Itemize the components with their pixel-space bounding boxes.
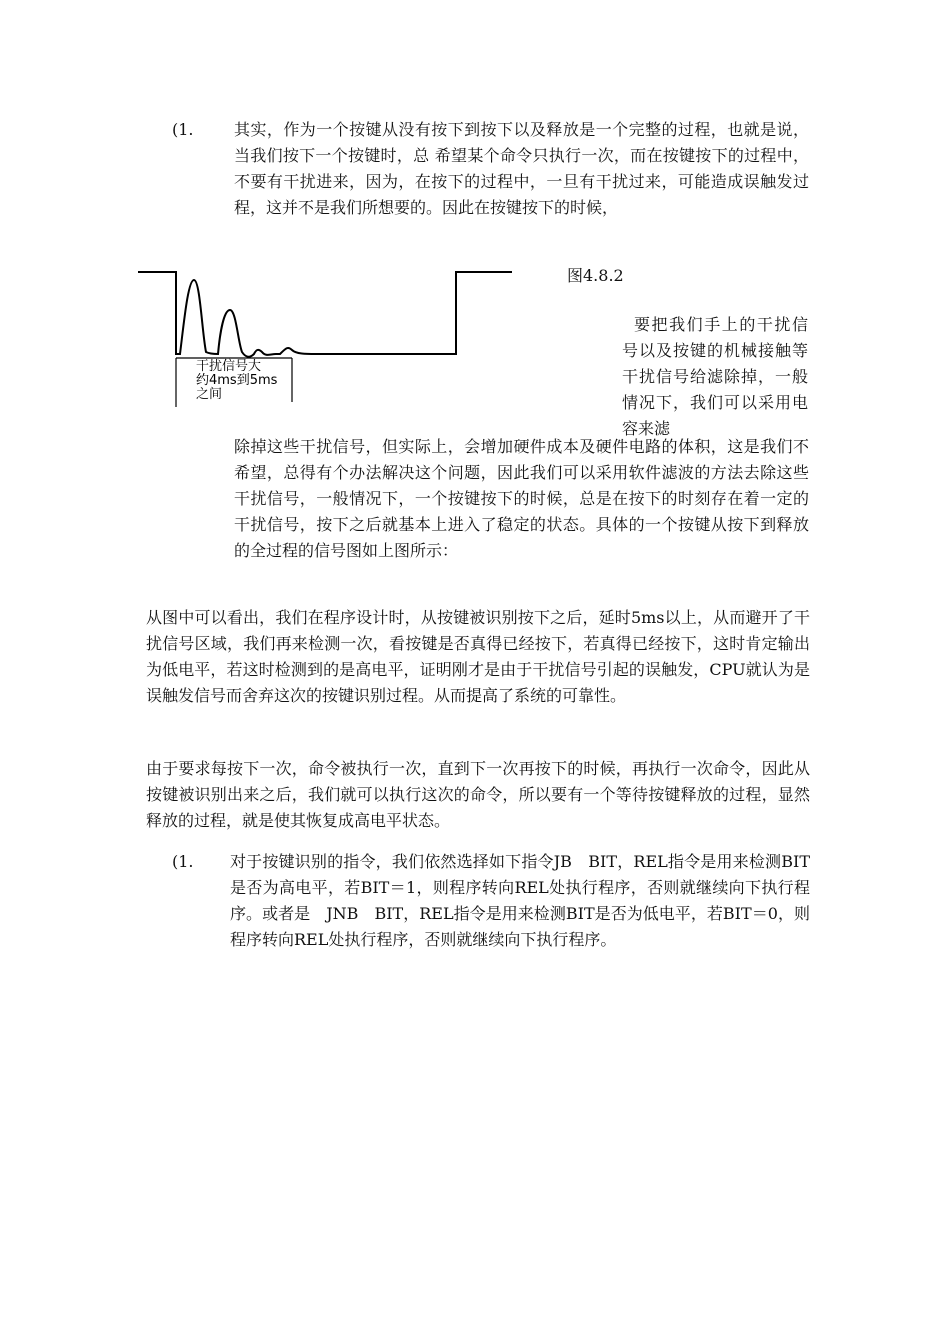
- paragraph-3: 从图中可以看出，我们在程序设计时，从按键被识别按下之后，延时5ms以上，从而避开了干扰信号区域，我们再来检测一次，看按键是否真得已经按下，若真得已经按下，这时肯定输出为低电平，若这时检测到的是高电平，证明刚才是由于干扰信号引起的误触发，CPU就认为是误触发信号而舍弃这次的按键识别过程。从而提高了系统的可靠性。: [146, 608, 810, 705]
- signal-waveform-figure: [136, 262, 516, 412]
- figure-annotation: [196, 360, 306, 402]
- paragraph-2-beside-figure: 要把我们手上的干扰信号以及按键的机械接触等干扰信号给滤除掉，一般情况下，我们可以采用电容来滤: [622, 315, 808, 438]
- paragraph-4: 由于要求每按下一次，命令被执行一次，直到下一次再按下的时候，再执行一次命令，因此从按键被识别出来之后，我们就可以执行这次的命令，所以要有一个等待按键释放的过程，显然释放的过程，就是使其恢复成高电平状态。: [146, 759, 810, 830]
- paragraph-5: 对于按键识别的指令，我们依然选择如下指令JB BIT，REL指令是用来检测BIT是否为高电平，若BIT＝1，则程序转向REL处执行程序，否则就继续向下执行程序。或者是 JNB BIT，REL指令是用来检测BIT是否为低电平，若BIT＝0，则程序转向REL处执行程序，否则就继续向下执行程序。: [230, 852, 810, 949]
- waveform-line: [138, 272, 512, 357]
- annotation-line-2: 约4ms到5ms: [196, 373, 278, 388]
- annotation-line-1: 干扰信号大: [196, 359, 262, 374]
- paragraph-2-continued: 除掉这些干扰信号，但实际上，会增加硬件成本及硬件电路的体积，这是我们不希望，总得有个办法解决这个问题，因此我们可以采用软件滤波的方法去除这些干扰信号，一般情况下，一个按键按下的时候，总是在按下的时刻存在着一定的干扰信号，按下之后就基本上进入了稳定的状态。具体的一个按键从按下到释放的全过程的信号图如上图所示：: [234, 437, 809, 560]
- figure-caption: 图4.8.2: [567, 266, 624, 285]
- list-marker-2: (1.: [172, 852, 194, 871]
- list-marker-1: (1.: [172, 120, 194, 139]
- annotation-line-3: 之间: [196, 387, 223, 402]
- paragraph-1: 其实，作为一个按键从没有按下到按下以及释放是一个完整的过程，也就是说，当我们按下一个按键时，总 希望某个命令只执行一次，而在按键按下的过程中，不要有干扰进来，因为，在按下的过程中，一旦有干扰过来，可能造成误触发过程，这并不是我们所想要的。因此在按键按下的时候，: [234, 120, 809, 217]
